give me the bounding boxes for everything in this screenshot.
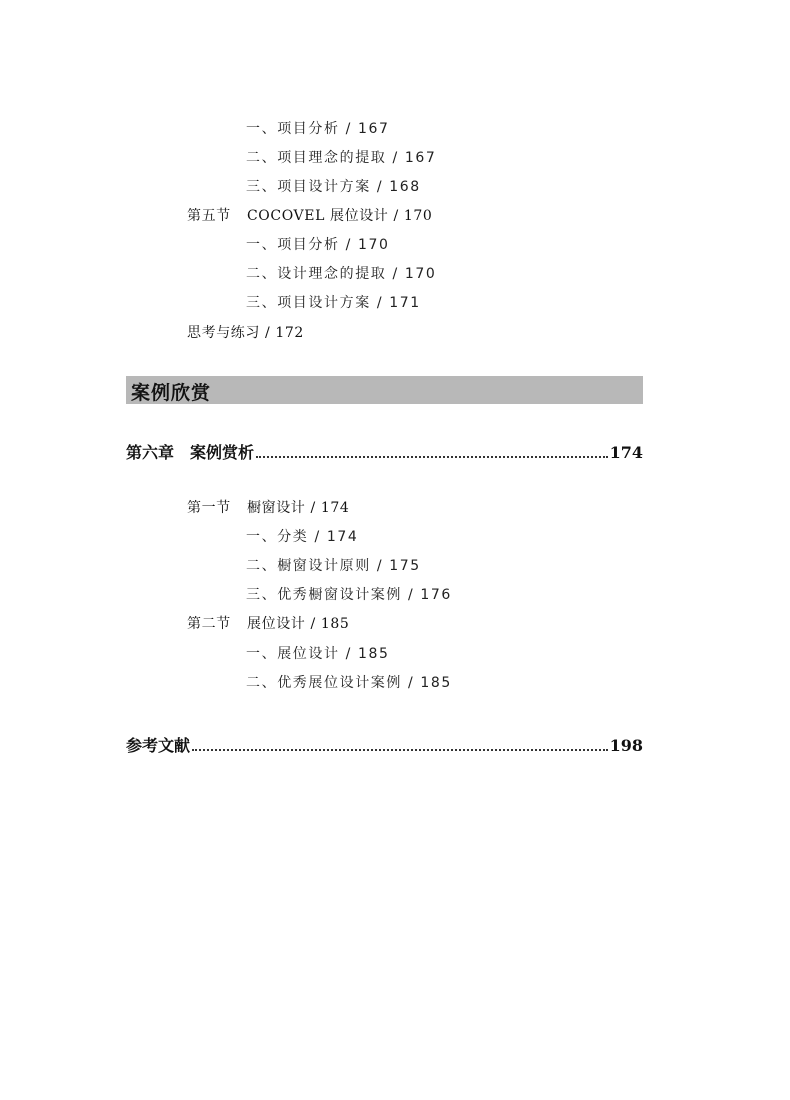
toc-entry: 三、优秀橱窗设计案例 / 176	[246, 587, 452, 603]
references-page: 198	[609, 736, 643, 755]
section-title: 橱窗设计 / 174	[247, 500, 350, 516]
toc-entry: 三、项目设计方案 / 168	[246, 179, 421, 195]
toc-entry: 二、优秀展位设计案例 / 185	[246, 675, 452, 691]
toc-entry: 二、设计理念的提取 / 170	[246, 266, 437, 282]
toc-section	[187, 497, 349, 517]
toc-entry: 二、橱窗设计原则 / 175	[246, 558, 421, 574]
part-banner	[126, 376, 643, 404]
toc-entry: 二、项目理念的提取 / 167	[246, 150, 437, 166]
toc-section	[187, 205, 432, 225]
toc-entry: 一、项目分析 / 167	[246, 121, 390, 137]
toc-references	[126, 733, 643, 756]
section-title: COCOVEL 展位设计 / 170	[247, 208, 433, 224]
section-label: 第一节	[187, 500, 231, 516]
toc-section	[187, 613, 349, 633]
references-title: 参考文献	[126, 736, 191, 755]
section-title: 展位设计 / 185	[247, 616, 350, 632]
toc-chapter	[126, 440, 643, 463]
section-label: 第五节	[187, 208, 231, 224]
toc-entry: 一、项目分析 / 170	[246, 237, 390, 253]
part-banner-title: 案例欣赏	[131, 382, 212, 404]
chapter-page: 174	[609, 443, 643, 462]
toc-exercise: 思考与练习 / 172	[187, 325, 304, 341]
toc-entry: 一、分类 / 174	[246, 529, 359, 545]
dot-leader	[192, 749, 608, 751]
chapter-title: 第六章 案例赏析	[126, 443, 255, 462]
dot-leader	[256, 456, 608, 458]
section-label: 第二节	[187, 616, 231, 632]
toc-entry: 三、项目设计方案 / 171	[246, 295, 421, 311]
toc-entry: 一、展位设计 / 185	[246, 646, 390, 662]
